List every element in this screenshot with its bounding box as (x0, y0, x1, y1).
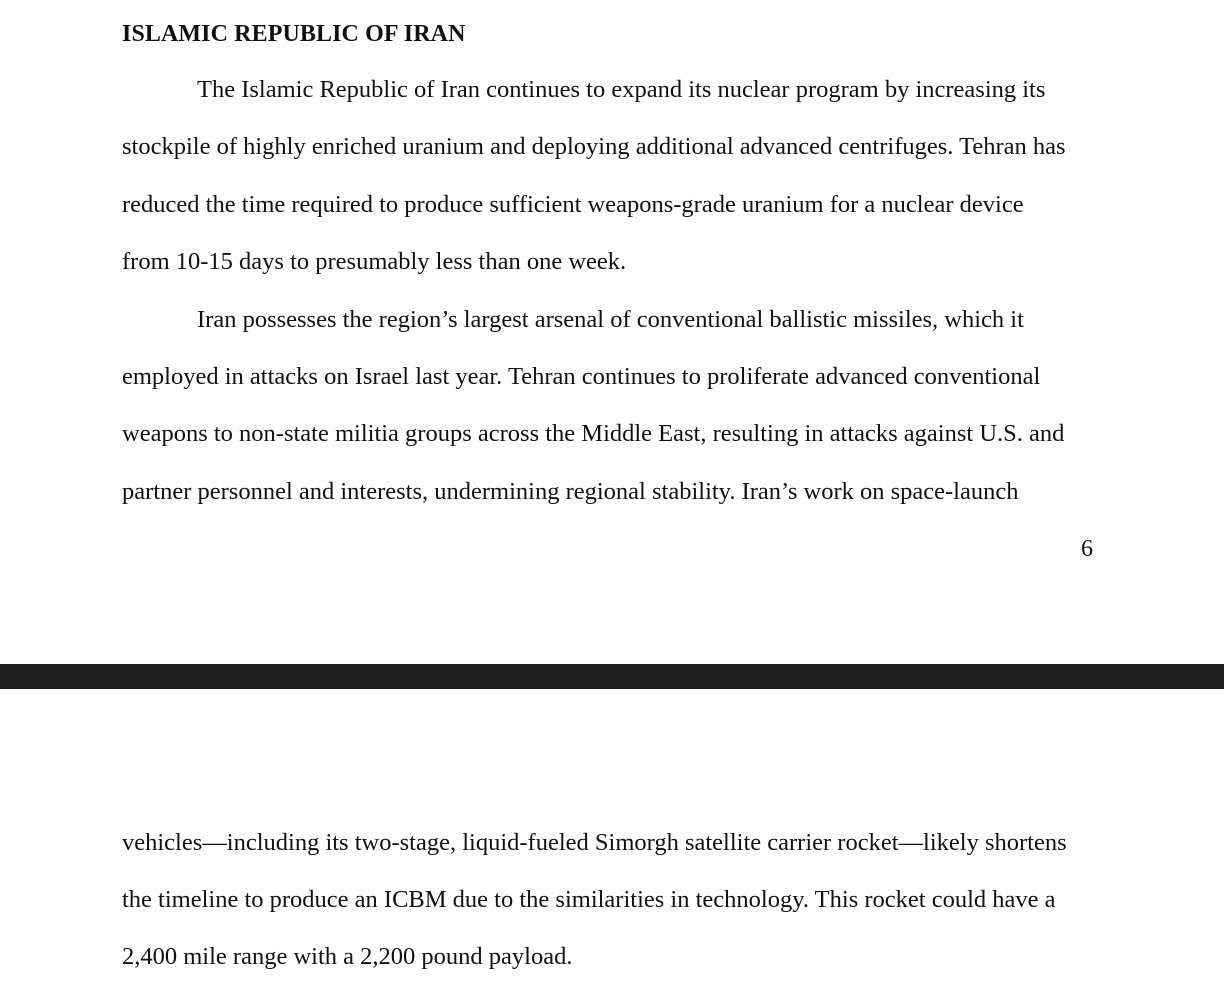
paragraph-2-line-1: Iran possesses the region’s largest arsenal of conventional ballistic missiles, which it (197, 306, 1024, 333)
paragraph-1-line-3: reduced the time required to produce sufficient weapons-grade uranium for a nuclear device (122, 191, 1024, 218)
paragraph-2-line-3: weapons to non-state militia groups across the Middle East, resulting in attacks against U.S. and (122, 420, 1065, 447)
paragraph-2-line-4: partner personnel and interests, undermining regional stability. Iran’s work on space-launch (122, 478, 1019, 505)
paragraph-2-line-7: 2,400 mile range with a 2,200 pound payload. (122, 943, 573, 970)
page-break-divider (0, 664, 1224, 689)
paragraph-1-line-2: stockpile of highly enriched uranium and deploying additional advanced centrifuges. Tehran has (122, 133, 1066, 160)
section-heading: ISLAMIC REPUBLIC OF IRAN (122, 21, 466, 47)
paragraph-2-line-2: employed in attacks on Israel last year. Tehran continues to proliferate advanced conventional (122, 363, 1041, 390)
paragraph-1-line-1: The Islamic Republic of Iran continues to expand its nuclear program by increasing its (197, 76, 1046, 103)
paragraph-1-line-4: from 10-15 days to presumably less than one week. (122, 248, 627, 275)
paragraph-2-line-5: vehicles—including its two-stage, liquid-fueled Simorgh satellite carrier rocket—likely shortens (122, 829, 1067, 856)
paragraph-2-line-6: the timeline to produce an ICBM due to the similarities in technology. This rocket could have a (122, 886, 1056, 913)
page-number: 6 (1081, 536, 1093, 562)
document-page-bottom (0, 689, 1224, 992)
